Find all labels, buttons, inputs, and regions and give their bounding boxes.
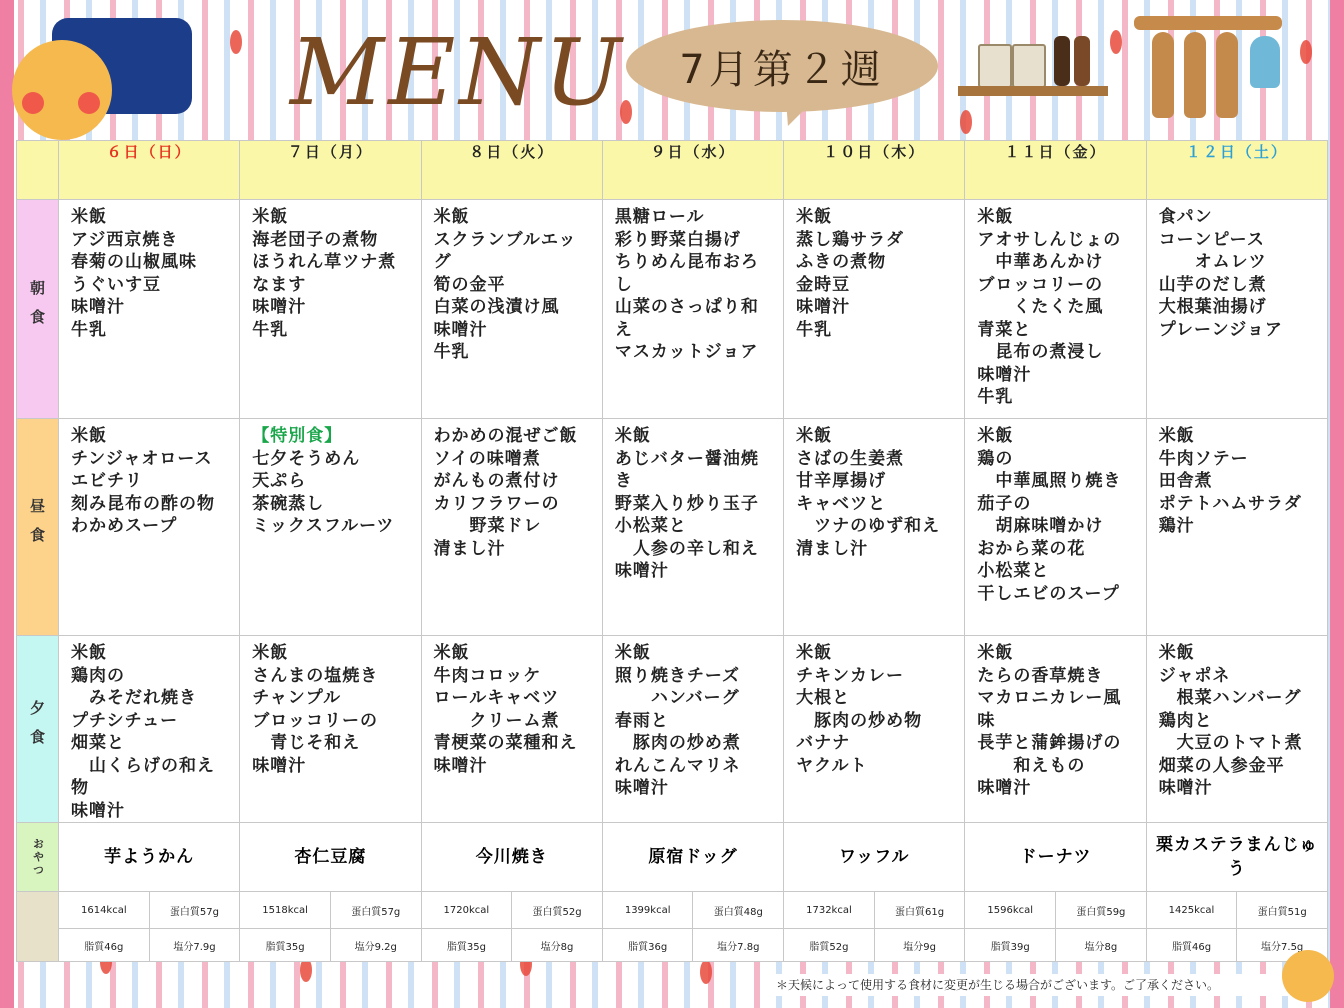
salt-value: 塩分8g: [1056, 929, 1147, 962]
special-meal-label: 【特別食】: [252, 426, 343, 446]
raccoon-mascot-icon: [12, 40, 112, 140]
protein-value: 蛋白質61g: [874, 892, 965, 929]
kcal-value: 1596kcal: [965, 892, 1056, 929]
fat-value: 脂質35g: [421, 929, 512, 962]
snack-cell: 栗カステラまんじゅう: [1146, 823, 1327, 892]
protein-value: 蛋白質48g: [693, 892, 784, 929]
week-label: 7月第２週: [679, 46, 885, 93]
lunch-cell-text: 七夕そうめん 天ぷら 茶碗蒸し ミックスフルーツ: [252, 448, 395, 536]
breakfast-cell: 食パン コーンピース オムレツ 山芋のだし煮 大根葉油揚げ プレーンジョア: [1146, 200, 1327, 419]
day-header-thu: １０日（木）: [784, 141, 965, 200]
day-header-wed: ９日（水）: [602, 141, 783, 200]
dinner-cell: 米飯 鶏肉の みそだれ焼き プチシチュー 畑菜と 山くらげの和え物 味噌汁: [59, 636, 240, 823]
day-header-tue: ８日（火）: [421, 141, 602, 200]
day-header-fri: １１日（金）: [965, 141, 1146, 200]
fat-value: 脂質39g: [965, 929, 1056, 962]
dinner-label: 夕食: [17, 636, 59, 823]
corner-cell: [17, 141, 59, 200]
salt-value: 塩分8g: [512, 929, 603, 962]
kcal-value: 1732kcal: [784, 892, 875, 929]
protein-value: 蛋白質51g: [1237, 892, 1328, 929]
fat-value: 脂質35g: [240, 929, 331, 962]
day-header-row: [17, 141, 1328, 200]
kcal-value: 1518kcal: [240, 892, 331, 929]
lunch-row: [17, 419, 1328, 636]
dinner-cell: 米飯 照り焼きチーズ ハンバーグ 春雨と 豚肉の炒め煮 れんこんマリネ 味噌汁: [602, 636, 783, 823]
salt-value: 塩分7.9g: [149, 929, 240, 962]
dinner-cell: 米飯 牛肉コロッケ ロールキャベツ クリーム煮 青梗菜の菜種和え 味噌汁: [421, 636, 602, 823]
protein-value: 蛋白質52g: [512, 892, 603, 929]
menu-header: [0, 0, 1344, 140]
lunch-cell: 米飯 さばの生姜煮 甘辛厚揚げ キャベツと ツナのゆず和え 清まし汁: [784, 419, 965, 636]
lunch-cell: 米飯 チンジャオロース エビチリ 刻み昆布の酢の物 わかめスープ: [59, 419, 240, 636]
dinner-cell: 米飯 さんまの塩焼き チャンプル ブロッコリーの 青じそ和え 味噌汁: [240, 636, 421, 823]
footer-note: ＊天候によって使用する食材に変更が生じる場合がございます。ご了承ください。: [770, 974, 1296, 996]
dinner-row: [17, 636, 1328, 823]
salt-value: 塩分9g: [874, 929, 965, 962]
kcal-value: 1720kcal: [421, 892, 512, 929]
week-bubble: [626, 20, 938, 112]
page-title: MENU: [290, 19, 626, 126]
breakfast-cell: 黒糖ロール 彩り野菜白揚げ ちりめん昆布おろ し 山菜のさっぱり和 え マスカットジョア: [602, 200, 783, 419]
day-header-sun: ６日（日）: [59, 141, 240, 200]
day-header-mon: ７日（月）: [240, 141, 421, 200]
fork-icon: [1184, 32, 1206, 118]
nutrition-row-1: [17, 892, 1328, 929]
breakfast-cell: 米飯 スクランブルエッ グ 筍の金平 白菜の浅漬け風 味噌汁 牛乳: [421, 200, 602, 419]
breakfast-cell: 米飯 アジ西京焼き 春菊の山椒風味 うぐいす豆 味噌汁 牛乳: [59, 200, 240, 419]
salt-value: 塩分9.2g: [330, 929, 421, 962]
snack-cell: 原宿ドッグ: [602, 823, 783, 892]
breakfast-cell: 米飯 海老団子の煮物 ほうれん草ツナ煮 なます 味噌汁 牛乳: [240, 200, 421, 419]
fat-value: 脂質46g: [59, 929, 150, 962]
salt-value: 塩分7.5g: [1237, 929, 1328, 962]
kcal-value: 1425kcal: [1146, 892, 1237, 929]
lunch-cell: 米飯 牛肉ソテー 田舎煮 ポテトハムサラダ 鶏汁: [1146, 419, 1327, 636]
pepper-mill-icon: [1054, 36, 1070, 86]
breakfast-cell: 米飯 蒸し鶏サラダ ふきの煮物 金時豆 味噌汁 牛乳: [784, 200, 965, 419]
snack-cell: 芋ようかん: [59, 823, 240, 892]
koi-decoration: [700, 960, 712, 984]
lunch-cell: わかめの混ぜご飯 ソイの味噌煮 がんもの煮付け カリフラワーの 野菜ドレ 清まし汁: [421, 419, 602, 636]
spatula-icon: [1216, 32, 1238, 118]
dinner-cell: 米飯 チキンカレー 大根と 豚肉の炒め物 バナナ ヤクルト: [784, 636, 965, 823]
lunch-label: 昼食: [17, 419, 59, 636]
ladle-icon: [1152, 32, 1174, 118]
breakfast-label: 朝食: [17, 200, 59, 419]
protein-value: 蛋白質57g: [149, 892, 240, 929]
left-pink-border: [0, 0, 14, 1008]
breakfast-row: [17, 200, 1328, 419]
weekly-menu-table: [16, 140, 1328, 962]
kcal-value: 1399kcal: [602, 892, 693, 929]
oven-mitt-icon: [1250, 36, 1280, 88]
dinner-cell: 米飯 たらの香草焼き マカロニカレー風 味 長芋と蒲鉾揚げの 和えもの 味噌汁: [965, 636, 1146, 823]
protein-value: 蛋白質59g: [1056, 892, 1147, 929]
right-pink-border: [1330, 0, 1344, 1008]
jar-icon: [978, 44, 1012, 88]
salt-mill-icon: [1074, 36, 1090, 86]
kcal-value: 1614kcal: [59, 892, 150, 929]
jar-icon: [1012, 44, 1046, 88]
fat-value: 脂質46g: [1146, 929, 1237, 962]
shelf-icon: [958, 86, 1108, 96]
protein-value: 蛋白質57g: [330, 892, 421, 929]
utensil-rack-icon: [1134, 16, 1282, 30]
lunch-cell-special: [240, 419, 421, 636]
snack-label: おやつ: [17, 823, 59, 892]
snack-cell: ドーナツ: [965, 823, 1146, 892]
snack-cell: 今川焼き: [421, 823, 602, 892]
lunch-cell: 米飯 鶏の 中華風照り焼き 茄子の 胡麻味噌かけ おから菜の花 小松菜と 干しエビのスープ: [965, 419, 1146, 636]
fat-value: 脂質52g: [784, 929, 875, 962]
lunch-cell: 米飯 あじバター醤油焼 き 野菜入り炒り玉子 小松菜と 人参の辛し和え 味噌汁: [602, 419, 783, 636]
dinner-cell: 米飯 ジャポネ 根菜ハンバーグ 鶏肉と 大豆のトマト煮 畑菜の人参金平 味噌汁: [1146, 636, 1327, 823]
breakfast-cell: 米飯 アオサしんじょの 中華あんかけ ブロッコリーの くたくた風 青菜と 昆布の煮浸し 味噌汁 牛乳: [965, 200, 1146, 419]
snack-row: [17, 823, 1328, 892]
fat-value: 脂質36g: [602, 929, 693, 962]
nutrition-row-2: [17, 929, 1328, 962]
day-header-sat: １２日（土）: [1146, 141, 1327, 200]
salt-value: 塩分7.8g: [693, 929, 784, 962]
nutrition-label: [17, 892, 59, 962]
snack-cell: 杏仁豆腐: [240, 823, 421, 892]
raccoon-mascot-icon: [1282, 950, 1334, 1002]
snack-cell: ワッフル: [784, 823, 965, 892]
